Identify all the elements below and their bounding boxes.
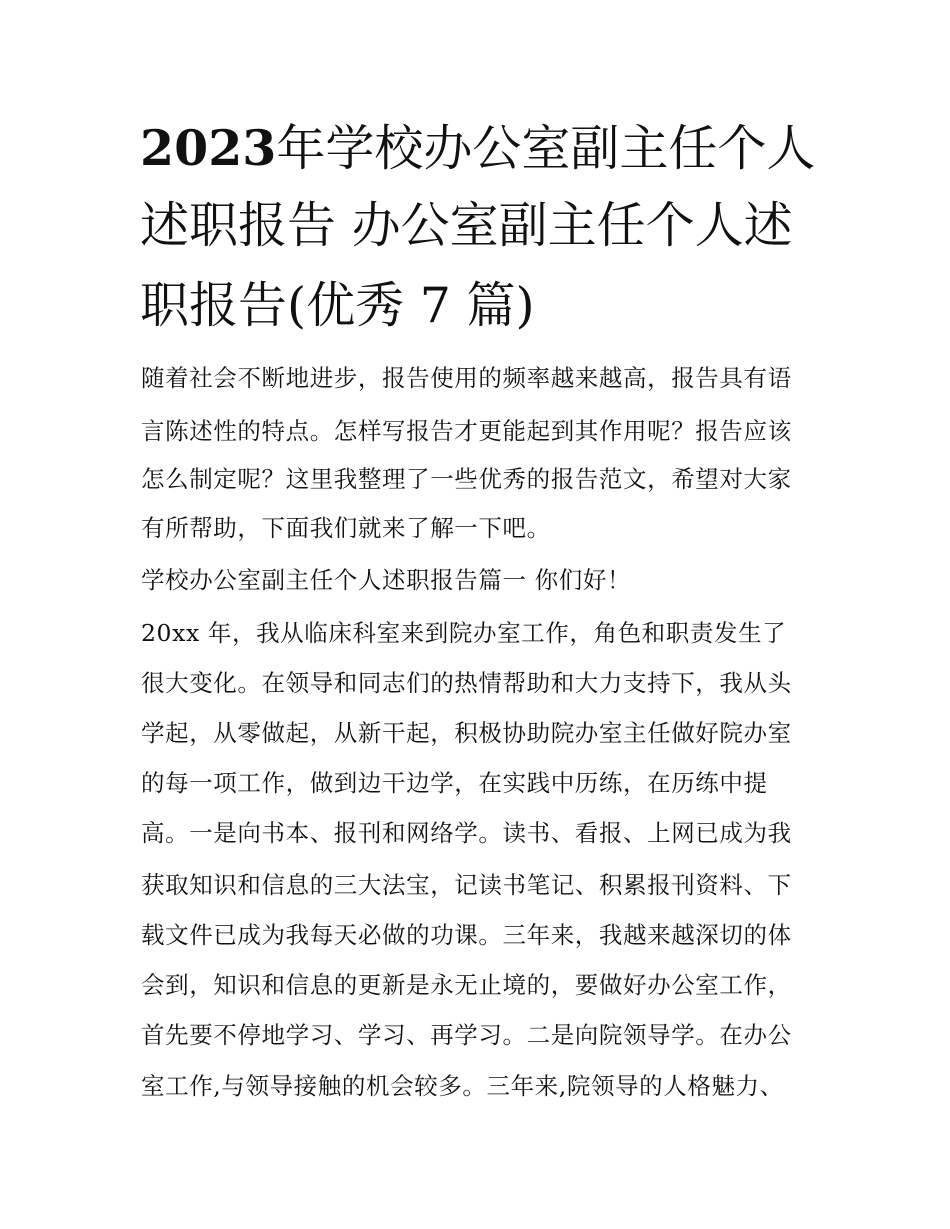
body-line: 言陈述性的特点。怎样写报告才更能起到其作用呢？报告应该 bbox=[141, 417, 792, 445]
body-line: 学起，从零做起，从新干起，积极协助院办室主任做好院办室 bbox=[141, 719, 792, 747]
title-line-1-text: 年学校办公室副主任个人 bbox=[276, 120, 816, 177]
document-title-line-2 bbox=[140, 197, 793, 254]
title-year: 2023 bbox=[140, 119, 277, 177]
body-line: 高。一是向书本、报刊和网络学。读书、看报、上网已成为我 bbox=[141, 819, 792, 847]
section-heading: 学校办公室副主任个人述职报告篇一 你们好！ bbox=[141, 566, 632, 594]
body-line: 的每一项工作，做到边干边学，在实践中历练，在历练中提 bbox=[141, 769, 768, 797]
body-line: 20xx 年，我从临床科室来到院办室工作，角色和职责发生了 bbox=[141, 619, 787, 647]
title-line-2-text: 述职报告 办公室副主任个人述 bbox=[140, 197, 793, 254]
title-line-3-text: 职报告(优秀 7 篇) bbox=[140, 277, 535, 334]
document-title-line-3 bbox=[140, 277, 535, 334]
body-line: 很大变化。在领导和同志们的热情帮助和大力支持下，我从头 bbox=[141, 669, 792, 697]
body-line: 有所帮助，下面我们就来了解一下吧。 bbox=[141, 514, 551, 542]
body-line: 获取知识和信息的三大法宝，记读书笔记、积累报刊资料、下 bbox=[141, 871, 792, 899]
body-line: 随着社会不断地进步，报告使用的频率越来越高，报告具有语 bbox=[141, 364, 792, 392]
body-line: 怎么制定呢？这里我整理了一些优秀的报告范文，希望对大家 bbox=[141, 465, 792, 493]
body-line: 室工作,与领导接触的机会较多。三年来,院领导的人格魅力、 bbox=[141, 1072, 784, 1100]
body-line: 首先要不停地学习、学习、再学习。二是向院领导学。在办公 bbox=[141, 1021, 792, 1049]
body-line: 会到，知识和信息的更新是永无止境的，要做好办公室工作， bbox=[141, 971, 792, 999]
body-line: 载文件已成为我每天必做的功课。三年来，我越来越深切的体 bbox=[141, 921, 792, 949]
document-title-line-1 bbox=[140, 119, 816, 177]
